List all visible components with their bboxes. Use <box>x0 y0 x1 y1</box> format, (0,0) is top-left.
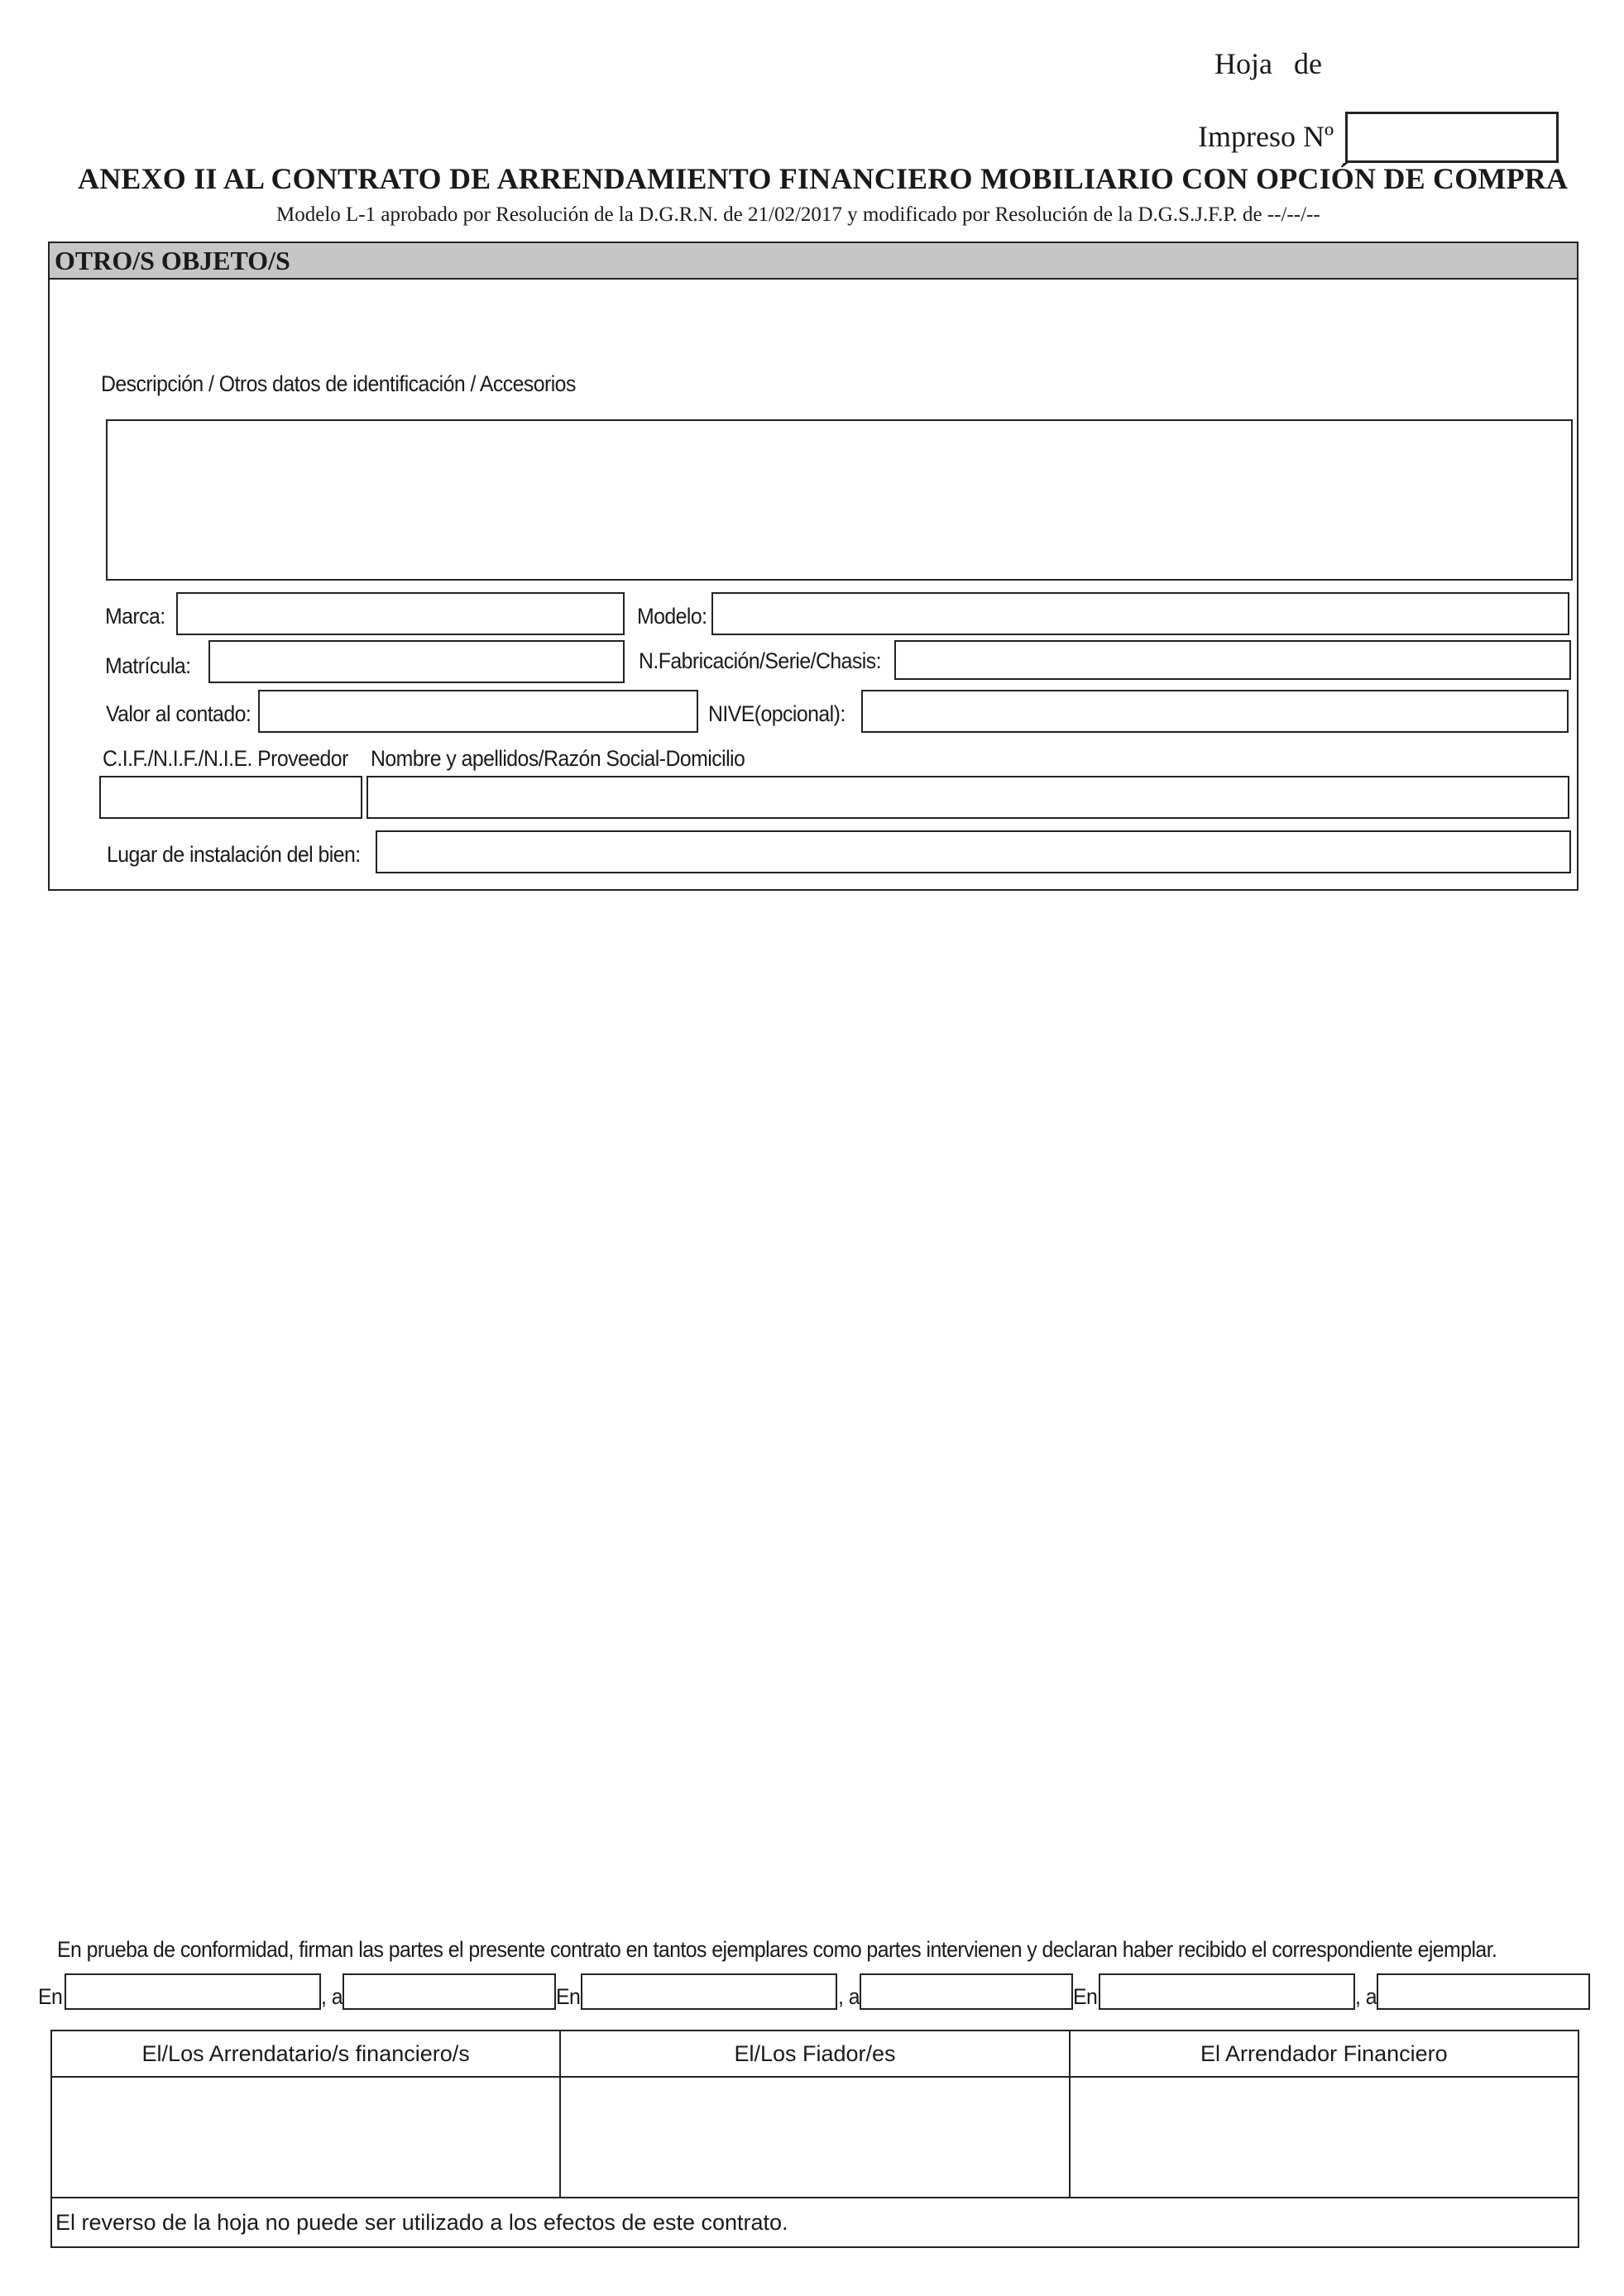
lugar-input[interactable] <box>376 830 1571 873</box>
description-label: Descripción / Otros datos de identificación / Accesorios <box>101 371 576 396</box>
hoja-label: Hoja <box>1214 47 1272 80</box>
cif-label: C.I.F./N.I.F./N.I.E. Proveedor <box>103 746 348 771</box>
impreso-number-input[interactable] <box>1345 112 1559 163</box>
description-textarea[interactable] <box>106 419 1573 581</box>
hoja-de-label: de <box>1293 47 1322 80</box>
cif-input[interactable] <box>99 776 362 819</box>
nombre-input[interactable] <box>366 776 1569 819</box>
matricula-label: Matrícula: <box>105 653 191 678</box>
date-input-1[interactable] <box>343 1973 556 2010</box>
valor-input[interactable] <box>258 690 698 733</box>
a-label-1: , a <box>321 1984 343 2009</box>
reverse-note: El reverso de la hoja no puede ser utilizado a los efectos de este contrato. <box>51 2198 1578 2247</box>
en-label-1: En <box>38 1984 63 2009</box>
valor-label: Valor al contado: <box>106 701 252 726</box>
lugar-label: Lugar de instalación del bien: <box>107 842 361 867</box>
a-label-2: , a <box>838 1984 860 2009</box>
place-input-3[interactable] <box>1099 1973 1355 2010</box>
conformity-text: En prueba de conformidad, firman las partes el presente contrato en tantos ejemplares como partes intervienen y declaran haber recibido el correspondiente ejemplar. <box>57 1937 1497 1962</box>
signature-box-lessee[interactable] <box>51 2077 560 2198</box>
en-label-3: En <box>1073 1984 1098 2009</box>
fabricacion-input[interactable] <box>894 640 1571 680</box>
section-title: OTRO/S OBJETO/S <box>55 246 290 275</box>
nombre-label: Nombre y apellidos/Razón Social-Domicilio <box>371 746 745 771</box>
sheet-number <box>1214 46 1322 81</box>
a-label-3: , a <box>1355 1984 1377 2009</box>
nive-input[interactable] <box>861 690 1569 733</box>
place-input-2[interactable] <box>581 1973 837 2010</box>
fabricacion-label: N.Fabricación/Serie/Chasis: <box>639 648 881 673</box>
modelo-label: Modelo: <box>637 604 707 629</box>
signature-header-lessee: El/Los Arrendatario/s financiero/s <box>51 2031 560 2077</box>
signature-box-lessor[interactable] <box>1070 2077 1578 2198</box>
signature-header-guarantor: El/Los Fiador/es <box>560 2031 1069 2077</box>
nive-label: NIVE(opcional): <box>708 701 846 726</box>
matricula-input[interactable] <box>208 640 625 683</box>
section-header <box>50 243 1577 280</box>
date-input-2[interactable] <box>860 1973 1073 2010</box>
marca-input[interactable] <box>176 592 625 635</box>
marca-label: Marca: <box>105 604 165 629</box>
modelo-input[interactable] <box>711 592 1569 635</box>
signature-table <box>50 2030 1579 2248</box>
en-label-2: En <box>556 1984 581 2009</box>
place-input-1[interactable] <box>65 1973 321 2010</box>
signature-box-guarantor[interactable] <box>560 2077 1069 2198</box>
page-title: ANEXO II AL CONTRATO DE ARRENDAMIENTO FINANCIERO MOBILIARIO CON OPCIÓN DE COMPRA <box>78 162 1569 195</box>
page-subtitle: Modelo L-1 aprobado por Resolución de la D.G.R.N. de 21/02/2017 y modificado por Resolución de la D.G.S.J.F.P. de --/--/-- <box>276 203 1320 226</box>
date-input-3[interactable] <box>1377 1973 1590 2010</box>
signature-header-lessor: El Arrendador Financiero <box>1070 2031 1578 2077</box>
impreso-label: Impreso Nº <box>1198 120 1334 153</box>
